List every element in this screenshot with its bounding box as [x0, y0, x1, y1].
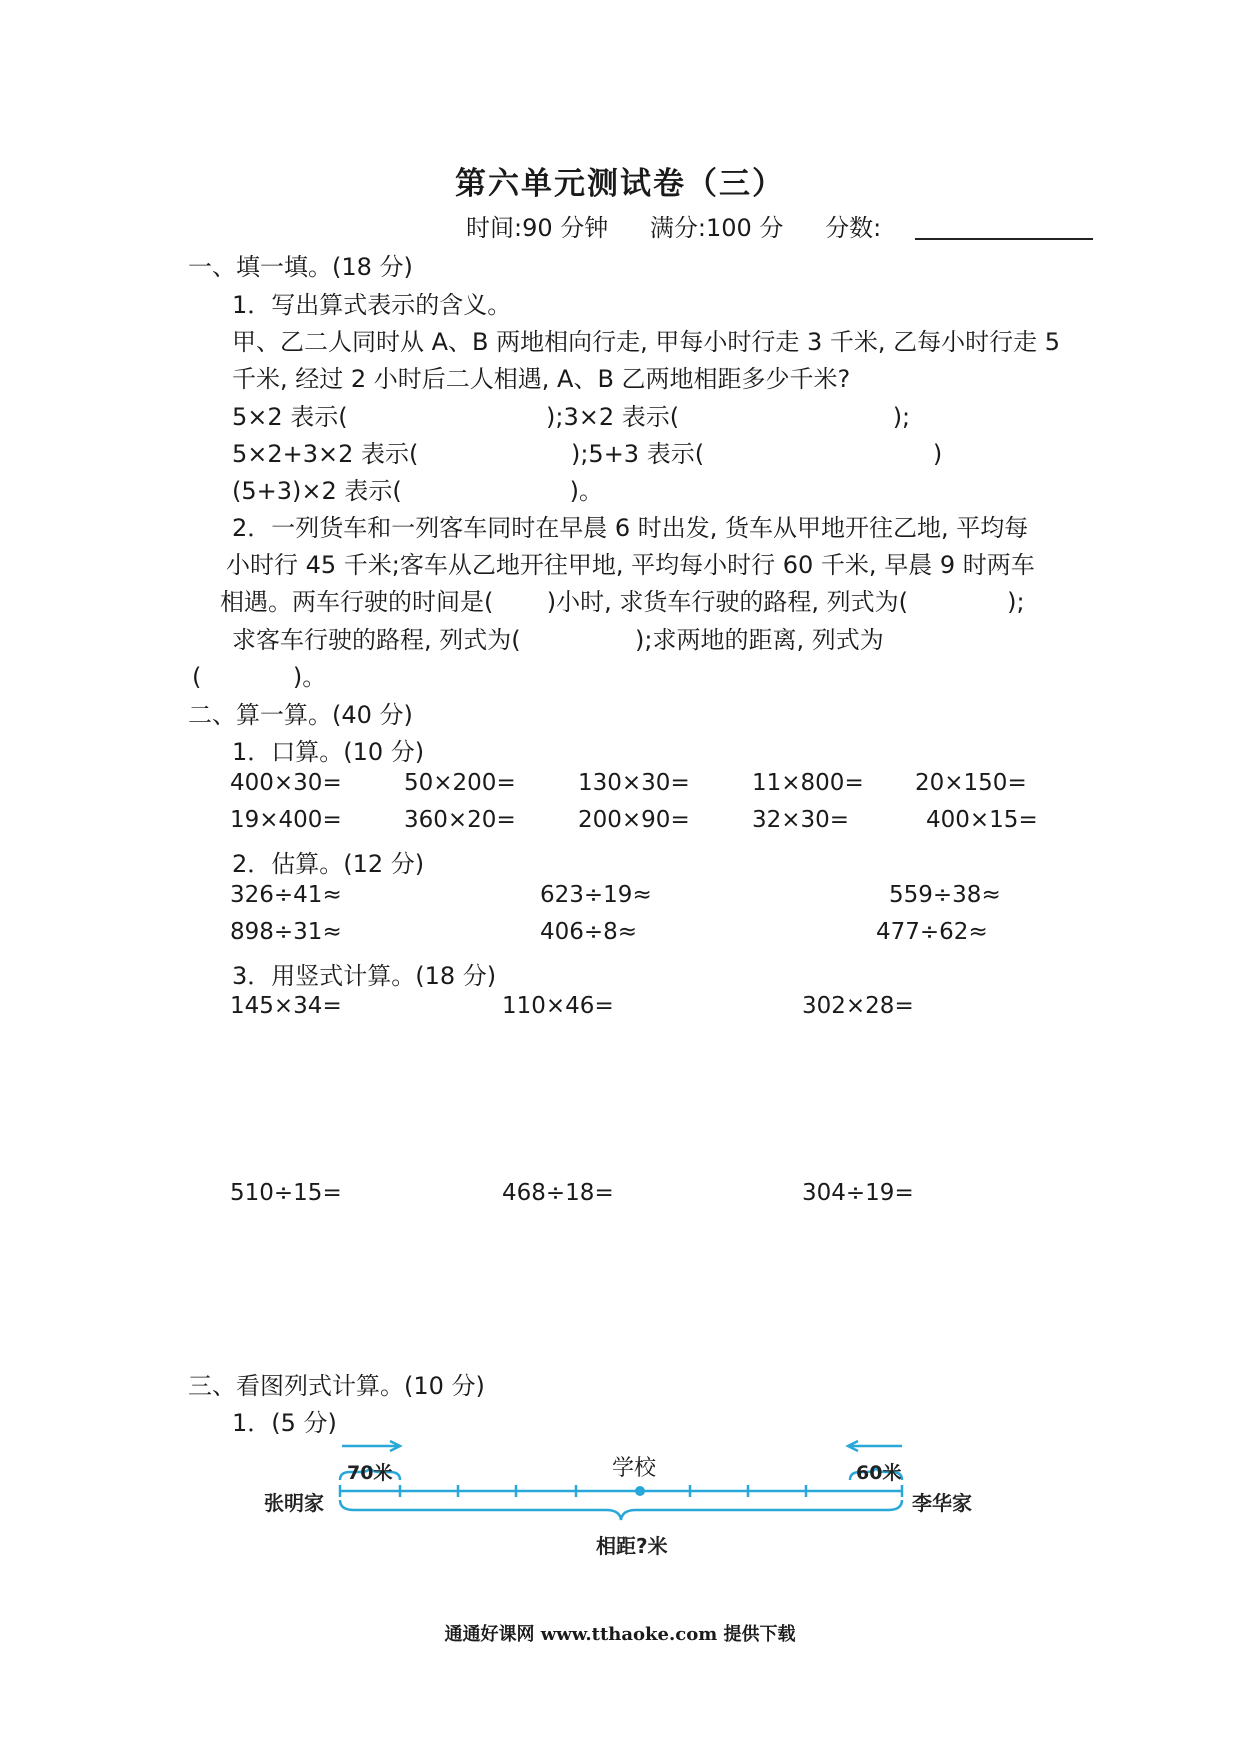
right-speed-label: 60米: [856, 1462, 902, 1484]
oral-item: 400×15=: [926, 807, 1038, 833]
vertical-calc-item: 302×28=: [802, 993, 914, 1019]
q1-text-line2: 千米, 经过 2 小时后二人相遇, A、B 乙两地相距多少千米?: [232, 365, 851, 393]
school-dot: [635, 1486, 645, 1496]
time-limit: 时间:90 分钟: [466, 214, 609, 242]
oral-item: 360×20=: [404, 807, 516, 833]
q1-line-c: (5+3)×2 表示( )。: [232, 477, 603, 505]
exam-meta: [466, 208, 1127, 243]
left-home-label: 张明家: [264, 1491, 324, 1515]
vertical-calc-item: 510÷15=: [230, 1180, 342, 1206]
estimate-item: 559÷38≈: [889, 882, 1001, 908]
oral-item: 50×200=: [404, 770, 516, 796]
oral-item: 200×90=: [578, 807, 690, 833]
p3-q1-label: 1．(5 分): [232, 1409, 337, 1437]
oral-item: 32×30=: [752, 807, 850, 833]
score-label: 分数:: [825, 214, 882, 242]
right-home-label: 李华家: [912, 1491, 972, 1515]
vertical-calc-item: 145×34=: [230, 993, 342, 1019]
estimate-item: 406÷8≈: [540, 919, 638, 945]
oral-item: 11×800=: [752, 770, 864, 796]
section-1-heading: 一、填一填。(18 分): [188, 253, 413, 281]
vertical-calc-item: 110×46=: [502, 993, 614, 1019]
oral-item: 20×150=: [915, 770, 1027, 796]
q2-line5: ( )。: [192, 663, 327, 691]
q2-line3: 相遇。两车行驶的时间是( )小时, 求货车行驶的路程, 列式为( );: [220, 588, 1025, 616]
section-3-heading: 三、看图列式计算。(10 分): [188, 1372, 485, 1400]
q1-line-a: 5×2 表示( );3×2 表示( );: [232, 403, 911, 431]
left-speed-label: 70米: [347, 1462, 393, 1484]
full-score: 满分:100 分: [649, 214, 784, 242]
vertical-calc-label: 3．用竖式计算。(18 分): [232, 962, 497, 990]
vertical-calc-item: 468÷18=: [502, 1180, 614, 1206]
estimate-item: 326÷41≈: [230, 882, 342, 908]
section-2-heading: 二、算一算。(40 分): [188, 701, 413, 729]
oral-label: 1．口算。(10 分): [232, 738, 425, 766]
page-title: 第六单元测试卷（三）: [455, 166, 785, 202]
score-blank[interactable]: [915, 212, 1093, 240]
estimate-item: 623÷19≈: [540, 882, 652, 908]
estimate-item: 477÷62≈: [876, 919, 988, 945]
oral-item: 130×30=: [578, 770, 690, 796]
vertical-calc-item: 304÷19=: [802, 1180, 914, 1206]
footer-text: 通通好课网 www.tthaoke.com 提供下载: [444, 1624, 796, 1645]
estimate-item: 898÷31≈: [230, 919, 342, 945]
oral-item: 400×30=: [230, 770, 342, 796]
q1-text-line1: 甲、乙二人同时从 A、B 两地相向行走, 甲每小时行走 3 千米, 乙每小时行走 5: [232, 328, 1061, 356]
q1-label: 1．写出算式表示的含义。: [232, 291, 512, 319]
school-label: 学校: [612, 1456, 657, 1481]
oral-item: 19×400=: [230, 807, 342, 833]
distance-label: 相距?米: [596, 1534, 668, 1558]
q2-line4: 求客车行驶的路程, 列式为( );求两地的距离, 列式为: [232, 626, 884, 654]
q2-line2: 小时行 45 千米;客车从乙地开往甲地, 平均每小时行 60 千米, 早晨 9 时两车: [226, 551, 1035, 579]
estimate-label: 2．估算。(12 分): [232, 850, 425, 878]
q1-line-b: 5×2+3×2 表示( );5+3 表示( ): [232, 440, 943, 468]
q2-line1: 2．一列货车和一列客车同时在早晨 6 时出发, 货车从甲地开往乙地, 平均每: [232, 514, 1029, 542]
total-brace: [340, 1500, 902, 1520]
